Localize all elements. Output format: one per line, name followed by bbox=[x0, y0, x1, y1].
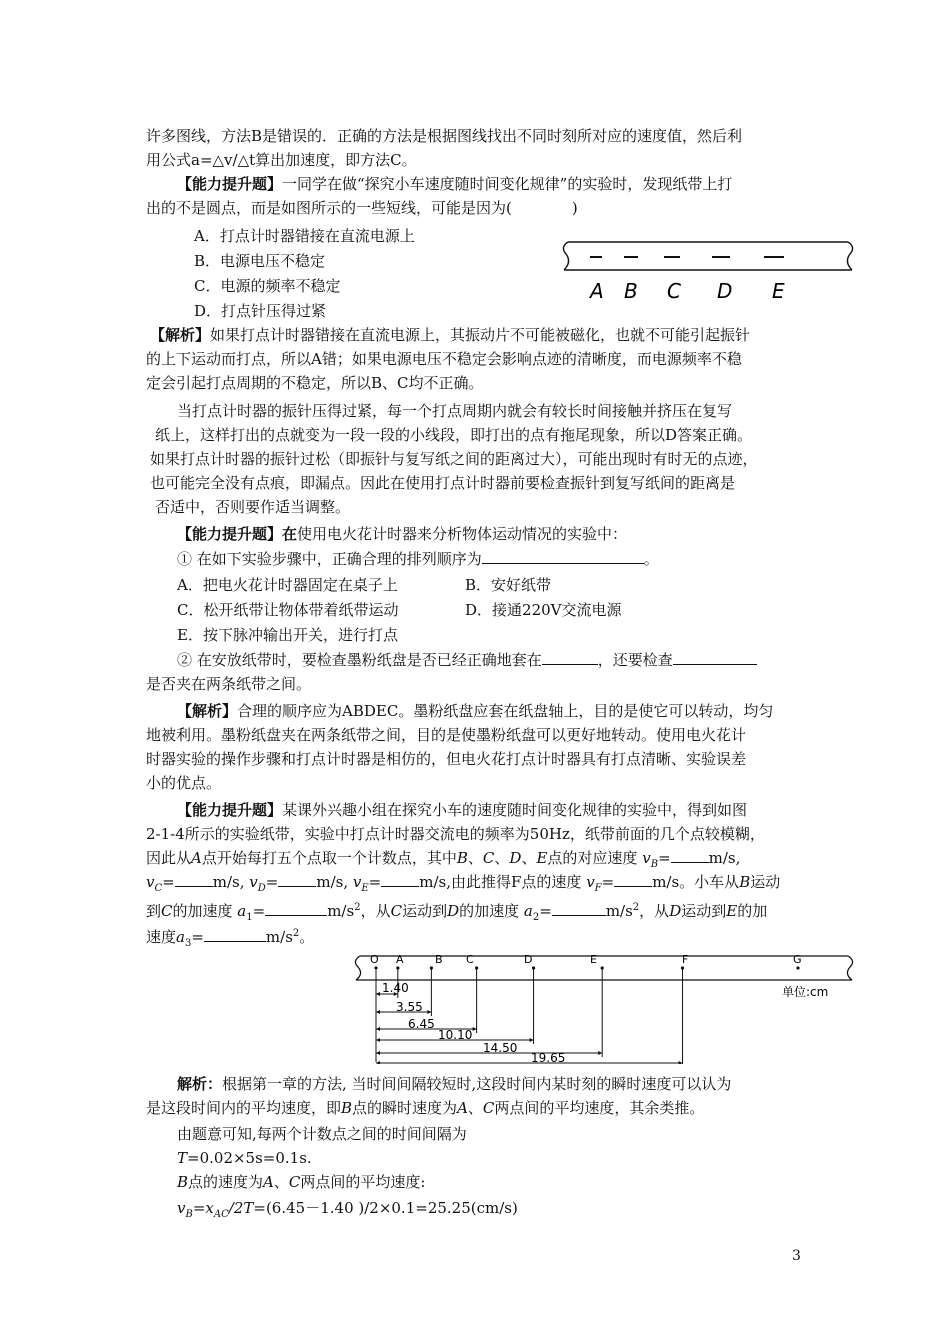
text-fragment: 点的瞬时速度为 bbox=[352, 1099, 458, 1117]
point-label: A bbox=[457, 1099, 468, 1117]
text-line: 小的优点。 bbox=[146, 774, 222, 792]
point-label: E bbox=[726, 902, 738, 920]
period-symbol: T bbox=[243, 1199, 254, 1217]
text-fragment: ，从 bbox=[639, 902, 670, 920]
unit-text: m/s, bbox=[708, 849, 741, 867]
analysis-line bbox=[177, 699, 773, 723]
text-line: 定会引起打点周期的不稳定，所以B、C均不正确。 bbox=[146, 374, 484, 392]
tape-figure-measured bbox=[350, 952, 860, 1064]
text-fragment: 两点间的平均速度: bbox=[300, 1173, 426, 1191]
text-fragment: 、 bbox=[467, 849, 483, 867]
step-line bbox=[177, 573, 551, 597]
text-fragment: 两点间的平均速度，其余类推。 bbox=[494, 1099, 705, 1117]
text-line: 出的不是圆点，而是如图所示的一些短线，可能是因为( ) bbox=[146, 199, 578, 217]
tape-label: D bbox=[717, 279, 733, 303]
text-fragment: 的加速度 bbox=[172, 902, 233, 920]
dimension-arrowhead bbox=[473, 1027, 477, 1031]
tape-dot bbox=[374, 966, 377, 969]
tape-left-edge bbox=[563, 242, 568, 270]
text-line bbox=[177, 1146, 312, 1170]
analysis-text: 如果打点计时器错接在直流电源上，其振动片不可能被磁化，也就不可能引起振针 bbox=[210, 326, 751, 344]
point-label: A bbox=[191, 849, 202, 867]
ve-answer-blank[interactable] bbox=[381, 871, 419, 887]
text-fragment: 、 bbox=[494, 849, 510, 867]
equals-sign: = bbox=[192, 1199, 206, 1217]
tape-label: B bbox=[624, 279, 638, 303]
point-label: E bbox=[536, 849, 548, 867]
question-heading-suffix: 在 bbox=[282, 525, 298, 543]
equals-sign: = bbox=[162, 873, 175, 891]
point-label-c: C bbox=[466, 953, 474, 966]
dimension-arrowhead bbox=[376, 1038, 380, 1042]
question-line bbox=[177, 798, 747, 822]
text-line bbox=[146, 1096, 704, 1120]
text-line: 也可能完全没有点痕，即漏点。因此在使用打点计时器前要检查振针到复写纸间的距离是 bbox=[150, 474, 736, 492]
distance-label: 1.40 bbox=[382, 981, 409, 995]
text-line: 是否夹在两条纸带之间。 bbox=[146, 675, 312, 693]
velocity-symbol: v bbox=[352, 873, 362, 891]
point-label: C bbox=[161, 902, 173, 920]
text-fragment: 、 bbox=[521, 849, 537, 867]
point-label: D bbox=[669, 902, 682, 920]
equals-sign: = bbox=[368, 873, 382, 891]
dimension-arrowhead bbox=[598, 1051, 602, 1055]
option-d: D．打点针压得过紧 bbox=[194, 302, 327, 320]
dimension-arrowhead bbox=[376, 1027, 380, 1031]
velocity-subscript: B bbox=[185, 1209, 193, 1220]
point-label: C bbox=[482, 849, 495, 867]
text-fragment: 点的速度为 bbox=[188, 1173, 264, 1191]
point-label: C bbox=[390, 902, 403, 920]
equals-sign: = bbox=[539, 902, 552, 920]
punctuation: 。 bbox=[643, 550, 659, 568]
displacement-subscript: AC bbox=[213, 1209, 229, 1220]
option-c: C．电源的频率不稳定 bbox=[194, 277, 341, 295]
text-line: 否适中，否则要作适当调整。 bbox=[155, 498, 351, 516]
point-label: C bbox=[482, 1099, 495, 1117]
text-line bbox=[177, 547, 659, 571]
question-heading: 【能力提升题】 bbox=[177, 175, 283, 193]
formula-line bbox=[177, 1196, 518, 1227]
step-prompt: ① 在如下实验步骤中，正确合理的排列顺序为 bbox=[177, 550, 482, 568]
velocity-symbol: v bbox=[249, 873, 258, 891]
period-symbol: T bbox=[177, 1149, 188, 1167]
point-label-g: G bbox=[793, 953, 802, 966]
unit-label: 单位:cm bbox=[782, 985, 829, 999]
equals-sign: = bbox=[265, 873, 279, 891]
unit-exponent: 2 bbox=[632, 902, 640, 913]
unit-exponent: 2 bbox=[354, 902, 361, 913]
text-fragment: 因此从 bbox=[146, 849, 192, 867]
equals-sign: = bbox=[252, 902, 266, 920]
acceleration-symbol: a bbox=[523, 902, 533, 920]
question-line bbox=[177, 522, 627, 546]
tape-label: C bbox=[667, 279, 681, 303]
text-line: 纸上，这样打出的点就变为一段一段的小线段，即打出的点有拖尾现象，所以D答案正确。 bbox=[155, 426, 753, 444]
velocity-symbol: v bbox=[177, 1199, 186, 1217]
tape-label: E bbox=[772, 279, 785, 303]
text-fragment: 。 bbox=[299, 928, 315, 946]
point-label: B bbox=[456, 849, 468, 867]
distance-label: 10.10 bbox=[438, 1028, 473, 1042]
a3-answer-blank[interactable] bbox=[204, 926, 266, 942]
question-text: 某课外兴趣小组在探究小车的速度随时间变化规律的实验中，得到如图 bbox=[282, 801, 748, 819]
distance-label: 6.45 bbox=[408, 1017, 435, 1031]
point-label: B bbox=[177, 1173, 189, 1191]
acceleration-subscript: 3 bbox=[184, 938, 192, 949]
text-line bbox=[177, 648, 757, 672]
text-fragment: 的加速度 bbox=[459, 902, 520, 920]
velocity-symbol: v bbox=[586, 873, 595, 891]
answer-blank[interactable] bbox=[482, 548, 644, 564]
vf-answer-blank[interactable] bbox=[614, 871, 652, 887]
tape-left-edge bbox=[355, 956, 360, 980]
acceleration-symbol: a bbox=[176, 928, 185, 946]
check-prompt: ② 在安放纸带时，要检查墨粉纸盘是否已经正确地套在 bbox=[177, 651, 542, 669]
tape-right-edge bbox=[847, 242, 852, 270]
distance-label: 3.55 bbox=[396, 1000, 423, 1014]
unit-text: m/s, bbox=[316, 873, 349, 891]
a1-answer-blank[interactable] bbox=[265, 900, 327, 916]
text-line: 2-1-4所示的实验纸带，实验中打点计时器交流电的频率为50Hz，纸带前面的几个点较模糊， bbox=[146, 825, 765, 843]
option-b: B．电源电压不稳定 bbox=[194, 252, 326, 270]
text-fragment: 速度 bbox=[146, 928, 177, 946]
acceleration-subscript: 1 bbox=[246, 912, 253, 923]
text-fragment: 到 bbox=[146, 902, 162, 920]
text-line bbox=[146, 922, 314, 956]
unit-text: m/s,由此推得F点的速度 bbox=[419, 873, 582, 891]
text-line bbox=[177, 1170, 425, 1194]
point-label-e: E bbox=[590, 953, 597, 966]
unit-text: m/s。小车从 bbox=[652, 873, 740, 891]
text-line: 的上下运动而打点，所以A错；如果电源电压不稳定会影响点迹的清晰度，而电源频率不稳 bbox=[146, 350, 742, 368]
analysis-line bbox=[150, 323, 750, 347]
question-heading: 【能力提升题】 bbox=[177, 801, 283, 819]
vb-answer-blank[interactable] bbox=[671, 847, 709, 863]
vd-answer-blank[interactable] bbox=[278, 871, 316, 887]
text-fragment: 点的对应速度 bbox=[547, 849, 638, 867]
step-line bbox=[177, 598, 622, 622]
text-fragment: 运动 bbox=[750, 873, 781, 891]
dimension-arrowhead bbox=[376, 1010, 380, 1014]
question-heading: 【能力提升题】 bbox=[177, 525, 283, 543]
question-text: 一同学在做“探究小车速度随时间变化规律”的实验时，发现纸带上打 bbox=[282, 175, 733, 193]
velocity-subscript: D bbox=[257, 883, 266, 894]
acceleration-subscript: 2 bbox=[532, 912, 540, 923]
velocity-subscript: E bbox=[361, 883, 369, 894]
dimension-arrowhead bbox=[530, 1038, 534, 1042]
velocity-subscript: B bbox=[650, 859, 659, 870]
step-c: C．松开纸带让物体带着纸带运动 bbox=[177, 601, 399, 619]
analysis-heading: 解析： bbox=[177, 1075, 223, 1093]
displacement-symbol: x bbox=[205, 1199, 214, 1217]
equation-text: =(6.45－1.40 )/2×0.1=25.25(cm/s) bbox=[253, 1199, 518, 1217]
point-label-d: D bbox=[524, 953, 533, 966]
velocity-symbol: v bbox=[642, 849, 651, 867]
point-label: C bbox=[288, 1173, 301, 1191]
question-line bbox=[177, 172, 732, 196]
answer-blank[interactable] bbox=[542, 649, 598, 665]
point-label: A bbox=[263, 1173, 274, 1191]
point-label-a: A bbox=[396, 953, 404, 966]
analysis-heading: 【解析】 bbox=[150, 326, 211, 344]
step-b: B．安好纸带 bbox=[465, 576, 552, 594]
text-line: 许多图线，方法B是错误的．正确的方法是根据图线找出不同时刻所对应的速度值，然后利 bbox=[146, 127, 743, 145]
a2-answer-blank[interactable] bbox=[552, 900, 606, 916]
text-fragment: 的加 bbox=[737, 902, 768, 920]
point-label: D bbox=[509, 849, 522, 867]
text-fragment: 运动到 bbox=[681, 902, 727, 920]
tape-dot bbox=[796, 966, 799, 969]
equals-sign: = bbox=[658, 849, 671, 867]
velocity-subscript: F bbox=[594, 883, 602, 894]
page-number: 3 bbox=[792, 1248, 801, 1264]
text-line: 时器实验的操作步骤和打点计时器是相仿的，但电火花打点计时器具有打点清晰、实验误差 bbox=[146, 750, 747, 768]
tape-right-edge bbox=[847, 956, 852, 980]
analysis-heading: 【解析】 bbox=[177, 702, 238, 720]
text-fragment: ，从 bbox=[360, 902, 391, 920]
unit-text: m/s bbox=[327, 902, 355, 920]
point-label-b: B bbox=[435, 953, 443, 966]
text-line: 当打点计时器的振针压得过紧，每一个打点周期内就会有较长时间接触并挤压在复写 bbox=[177, 402, 733, 420]
step-a: A．把电火花计时器固定在桌子上 bbox=[177, 576, 398, 594]
velocity-subscript: C bbox=[154, 883, 163, 894]
vc-answer-blank[interactable] bbox=[175, 871, 213, 887]
text-fragment: 、 bbox=[273, 1173, 289, 1191]
check-prompt-2: ，还要检查 bbox=[597, 651, 673, 669]
equals-sign: = bbox=[191, 928, 204, 946]
point-label-f: F bbox=[682, 953, 689, 966]
point-label-o: O bbox=[370, 953, 379, 966]
equals-sign: = bbox=[601, 873, 615, 891]
divisor-text: /2 bbox=[228, 1199, 244, 1217]
point-label: D bbox=[447, 902, 460, 920]
unit-text: m/s, bbox=[212, 873, 245, 891]
analysis-line bbox=[177, 1072, 731, 1096]
option-a: A．打点计时器错接在直流电源上 bbox=[194, 227, 415, 245]
unit-text: m/s bbox=[265, 928, 293, 946]
text-fragment: 是这段时间内的平均速度，即 bbox=[146, 1099, 342, 1117]
equation-text: =0.02×5s=0.1s. bbox=[187, 1149, 312, 1167]
acceleration-symbol: a bbox=[237, 902, 247, 920]
velocity-symbol: v bbox=[146, 873, 155, 891]
text-fragment: 运动到 bbox=[402, 902, 448, 920]
dimension-arrowhead bbox=[427, 1010, 431, 1014]
point-label: B bbox=[341, 1099, 353, 1117]
text-line: 地被利用。墨粉纸盘夹在两条纸带之间，目的是使墨粉纸盘可以更好地转动。使用电火花计 bbox=[146, 726, 747, 744]
step-e: E．按下脉冲输出开关，进行打点 bbox=[177, 626, 398, 644]
analysis-text: 合理的顺序应为ABDEC。墨粉纸盘应套在纸盘轴上，目的是使它可以转动，均匀 bbox=[237, 702, 774, 720]
dimension-arrowhead bbox=[376, 1051, 380, 1055]
tape-label: A bbox=[590, 279, 604, 303]
analysis-text: 根据第一章的方法, 当时间间隔较短时,这段时间内某时刻的瞬时速度可以认为 bbox=[222, 1075, 732, 1093]
text-line: 如果打点计时器的振针过松（即振针与复写纸之间的距离过大），可能出现时有时无的点迹， bbox=[150, 450, 758, 468]
unit-exponent: 2 bbox=[292, 928, 300, 939]
unit-text: m/s bbox=[605, 902, 633, 920]
text-fragment: 点开始每打五个点取一个计数点，其中 bbox=[201, 849, 457, 867]
distance-label: 14.50 bbox=[483, 1041, 518, 1055]
question-text: 使用电火花计时器来分析物体运动情况的实验中： bbox=[297, 525, 628, 543]
dimension-arrowhead bbox=[376, 992, 380, 996]
step-d: D．接通220V交流电源 bbox=[465, 601, 622, 619]
text-line: 用公式a=△v/△t算出加速度，即方法C。 bbox=[146, 151, 417, 169]
point-label: B bbox=[739, 873, 751, 891]
distance-label: 19.65 bbox=[531, 1051, 566, 1064]
answer-blank[interactable] bbox=[673, 649, 757, 665]
text-fragment: 、 bbox=[467, 1099, 483, 1117]
tape-figure-short-lines bbox=[560, 238, 865, 308]
text-line: 由题意可知,每两个计数点之间的时间间隔为 bbox=[177, 1125, 467, 1143]
